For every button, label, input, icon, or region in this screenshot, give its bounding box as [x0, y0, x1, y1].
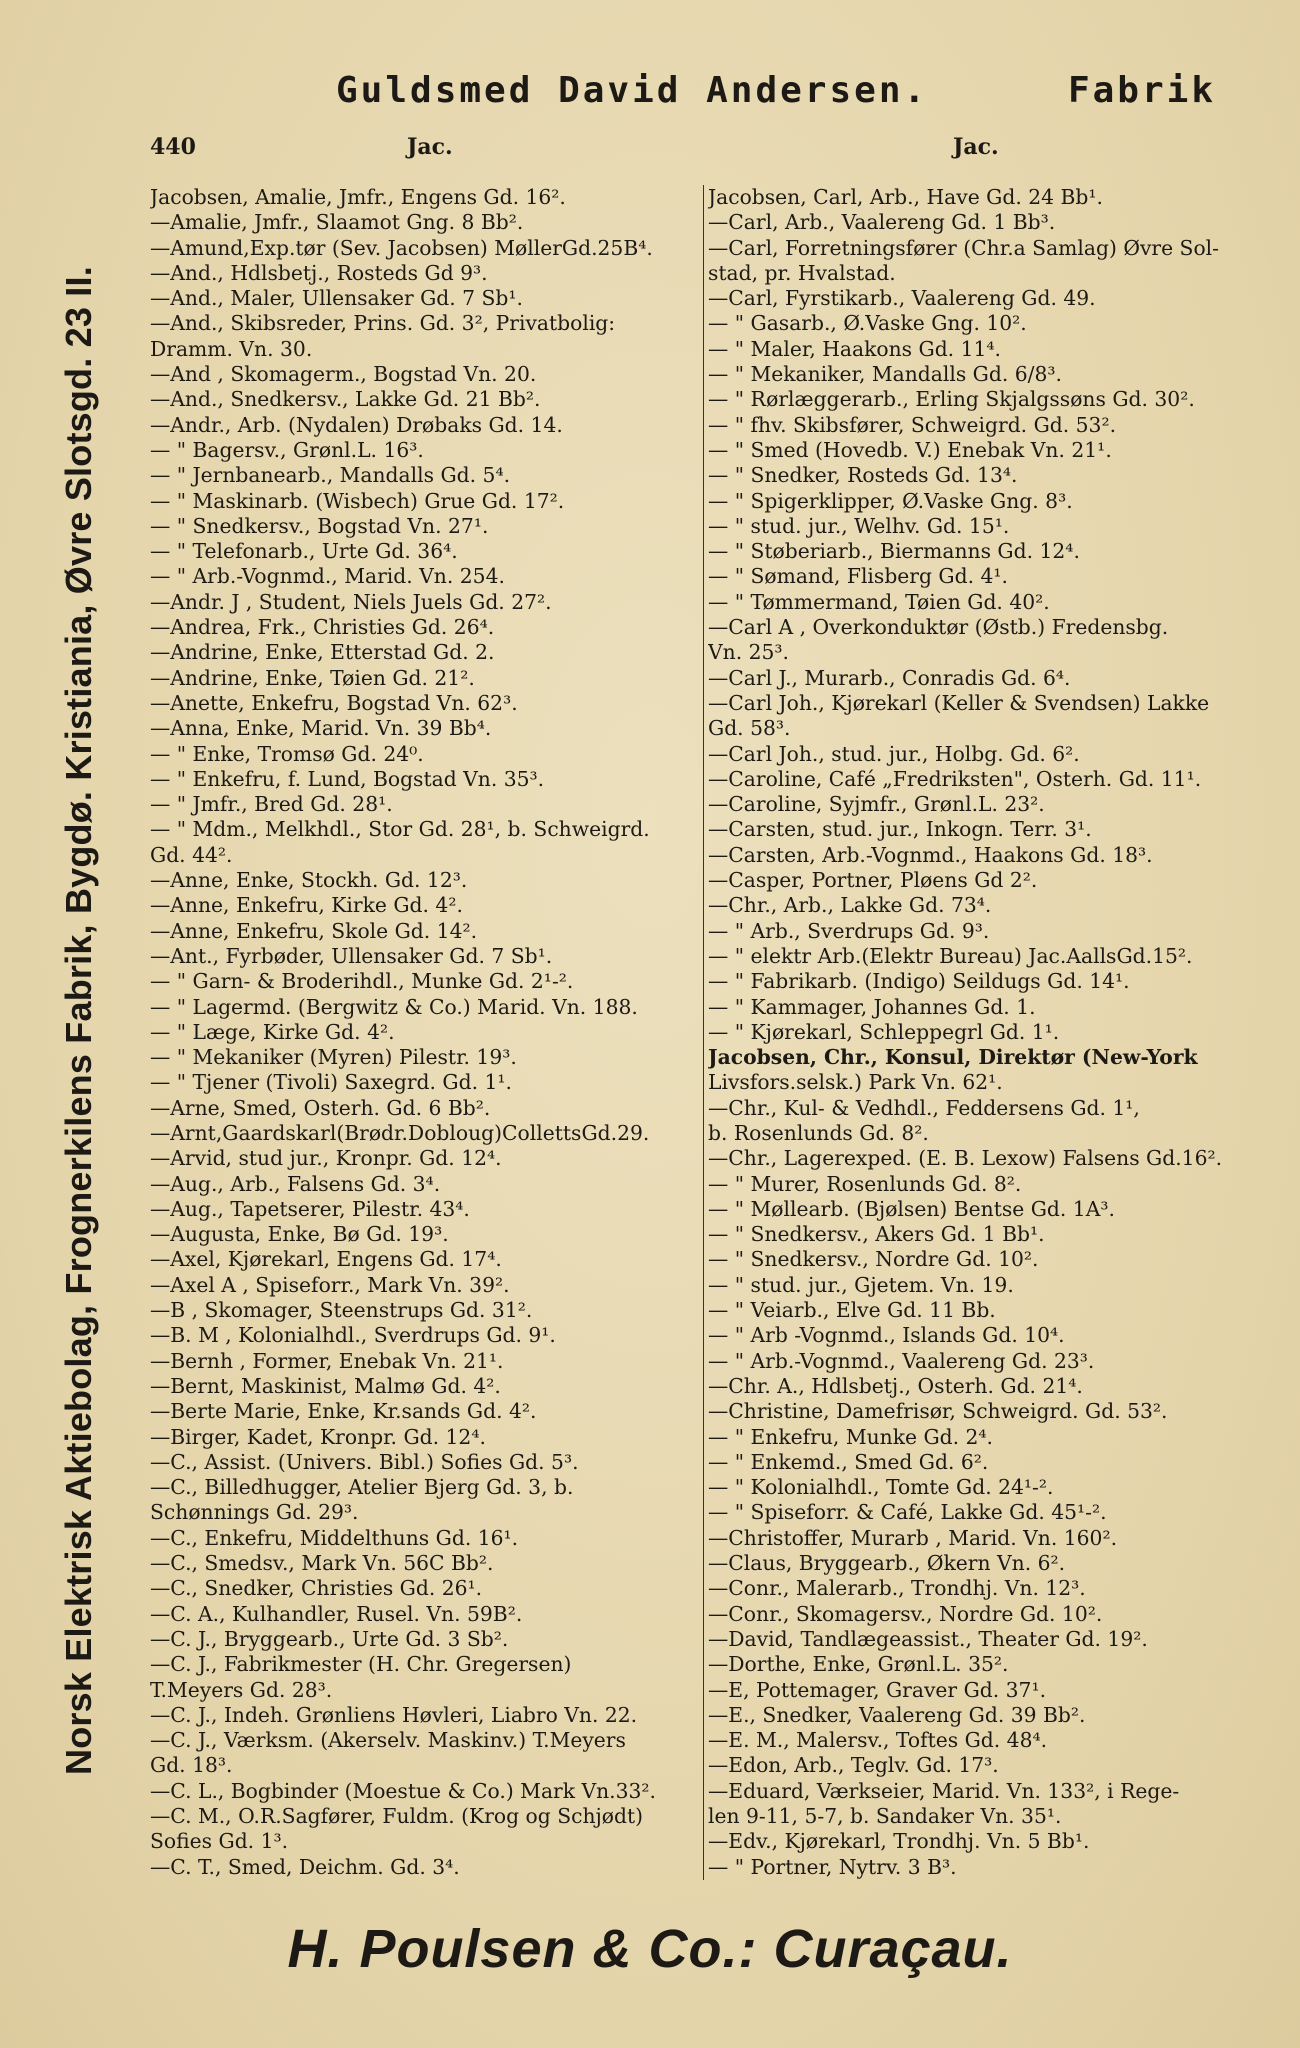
directory-entry: —Caroline, Syjmfr., Grønl.L. 23².	[708, 792, 1045, 817]
directory-entry: Dramm. Vn. 30.	[150, 336, 313, 361]
directory-entry: —B. M , Kolonialhdl., Sverdrups Gd. 9¹.	[150, 1323, 556, 1348]
directory-entry: — " Murer, Rosenlunds Gd. 8².	[708, 1171, 1022, 1196]
top-ad-left: Guldsmed David Andersen.	[336, 70, 929, 111]
directory-entry: Jacobsen, Chr., Konsul, Direktør (New-York	[708, 1045, 1198, 1070]
directory-entry: — " Maskinarb. (Wisbech) Grue Gd. 17².	[150, 488, 565, 513]
directory-entry: —C., Enkefru, Middelthuns Gd. 16¹.	[150, 1525, 519, 1550]
directory-entry: — " Gasarb., Ø.Vaske Gng. 10².	[708, 311, 1027, 336]
directory-entry: —Bernh , Former, Enebak Vn. 21¹.	[150, 1348, 504, 1373]
directory-entry: —E. M., Malersv., Toftes Gd. 48⁴.	[708, 1728, 1048, 1753]
directory-entry: — " Telefonarb., Urte Gd. 36⁴.	[150, 539, 458, 564]
directory-entry: —C. L., Bogbinder (Moestue & Co.) Mark Vn.33².	[150, 1778, 657, 1803]
directory-entry: —Carl J., Murarb., Conradis Gd. 6⁴.	[708, 665, 1071, 690]
directory-entry: —Carsten, stud. jur., Inkogn. Terr. 3¹.	[708, 817, 1092, 842]
directory-entry: —And., Hdlsbetj., Rosteds Gd 9³.	[150, 260, 488, 285]
directory-entry: — " elektr Arb.(Elektr Bureau) Jac.AallsGd.15².	[708, 943, 1193, 968]
directory-entry: —Chr., Arb., Lakke Gd. 73⁴.	[708, 893, 992, 918]
directory-entry: — " Arb.-Vognmd., Marid. Vn. 254.	[150, 564, 505, 589]
page-number: 440	[150, 134, 196, 160]
directory-entry: —B , Skomager, Steenstrups Gd. 31².	[150, 1298, 533, 1323]
directory-entry: — " Jmfr., Bred Gd. 28¹.	[150, 792, 393, 817]
directory-entry: Sofies Gd. 1³.	[150, 1829, 289, 1854]
directory-entry: — " Tømmermand, Tøien Gd. 40².	[708, 589, 1050, 614]
directory-entry: — " fhv. Skibsfører, Schweigrd. Gd. 53².	[708, 412, 1117, 437]
directory-entry: —Carl, Fyrstikarb., Vaalereng Gd. 49.	[708, 286, 1096, 311]
directory-entry: —And., Maler, Ullensaker Gd. 7 Sb¹.	[150, 286, 523, 311]
directory-entry: — " Fabrikarb. (Indigo) Seildugs Gd. 14¹.	[708, 969, 1130, 994]
top-ad-right: Fabrik	[1067, 70, 1216, 111]
directory-entry: —Caroline, Café „Fredriksten", Osterh. Gd. 11¹.	[708, 766, 1202, 791]
directory-entry: —E, Pottemager, Graver Gd. 37¹.	[708, 1677, 1047, 1702]
directory-entry: —E., Snedker, Vaalereng Gd. 39 Bb².	[708, 1702, 1086, 1727]
directory-entry: —Ant., Fyrbøder, Ullensaker Gd. 7 Sb¹.	[150, 943, 553, 968]
directory-entry: — " Snedker, Rosteds Gd. 13⁴.	[708, 463, 1018, 488]
directory-entry: —Berte Marie, Enke, Kr.sands Gd. 4².	[150, 1399, 537, 1424]
directory-entry: —Claus, Bryggearb., Økern Vn. 6².	[708, 1551, 1066, 1576]
directory-entry: Jacobsen, Carl, Arb., Have Gd. 24 Bb¹.	[708, 185, 1103, 209]
directory-entry: —Eduard, Værkseier, Marid. Vn. 133², i Rege-	[708, 1778, 1180, 1803]
directory-entry: —Carl Joh., Kjørekarl (Keller & Svendsen) Lakke	[708, 690, 1210, 715]
directory-entry: —And , Skomagerm., Bogstad Vn. 20.	[150, 362, 537, 387]
directory-entry: —Edv., Kjørekarl, Trondhj. Vn. 5 Bb¹.	[708, 1829, 1090, 1854]
directory-entry: Gd. 44².	[150, 842, 233, 867]
directory-entry: —Andr. J , Student, Niels Juels Gd. 27².	[150, 589, 552, 614]
directory-entry: —C. J., Værksm. (Akerselv. Maskinv.) T.Meyers	[150, 1728, 626, 1753]
directory-entry: —Andr., Arb. (Nydalen) Drøbaks Gd. 14.	[150, 412, 563, 437]
top-advertisement	[336, 70, 1216, 111]
left-column-keyword: Jac.	[407, 134, 453, 160]
directory-entry: — " Maler, Haakons Gd. 11⁴.	[708, 336, 1001, 361]
directory-entry: — " Arb.-Vognmd., Vaalereng Gd. 23³.	[708, 1348, 1095, 1373]
column-divider	[703, 185, 704, 1880]
directory-entry: —Dorthe, Enke, Grønl.L. 35².	[708, 1652, 1009, 1677]
directory-entry: —And., Snedkersv., Lakke Gd. 21 Bb².	[150, 387, 541, 412]
directory-entry: —Arnt,Gaardskarl(Brødr.Dobloug)CollettsGd.29.	[150, 1120, 650, 1145]
directory-entry: —C. J., Indeh. Grønliens Høvleri, Liabro Vn. 22.	[150, 1702, 638, 1727]
directory-entry: —Bernt, Maskinist, Malmø Gd. 4².	[150, 1373, 501, 1398]
directory-entry: —Andrine, Enke, Tøien Gd. 21².	[150, 665, 475, 690]
directory-entry: Schønnings Gd. 29³.	[150, 1500, 359, 1525]
directory-entry: —Axel, Kjørekarl, Engens Gd. 17⁴.	[150, 1247, 502, 1272]
directory-entry: —Conr., Malerarb., Trondhj. Vn. 12³.	[708, 1576, 1086, 1601]
directory-entry: —Conr., Skomagersv., Nordre Gd. 10².	[708, 1601, 1103, 1626]
directory-entry: —Christine, Damefrisør, Schweigrd. Gd. 53².	[708, 1399, 1168, 1424]
directory-entry: —Anne, Enkefru, Kirke Gd. 4².	[150, 893, 463, 918]
directory-entry: —Carl Joh., stud. jur., Holbg. Gd. 6².	[708, 741, 1080, 766]
directory-entry: —Amalie, Jmfr., Slaamot Gng. 8 Bb².	[150, 210, 524, 235]
side-advertisement: Norsk Elektrisk Aktiebolag, Frognerkilens Fabrik, Bygdø. Kristiania, Øvre Slotsgd. 23 II.	[58, 266, 99, 1775]
directory-entry: — " Mekaniker (Myren) Pilestr. 19³.	[150, 1045, 517, 1070]
directory-entry: — " Lagermd. (Bergwitz & Co.) Marid. Vn. 188.	[150, 994, 638, 1019]
directory-entry: — " Kjørekarl, Schleppegrl Gd. 1¹.	[708, 1019, 1060, 1044]
directory-entry: Vn. 25³.	[708, 640, 789, 665]
directory-entry: —Andrea, Frk., Christies Gd. 26⁴.	[150, 615, 495, 640]
directory-entry: — " Snedkersv., Akers Gd. 1 Bb¹.	[708, 1222, 1045, 1247]
directory-entry: — " Støberiarb., Biermanns Gd. 12⁴.	[708, 539, 1080, 564]
directory-entry: — " Bagersv., Grønl.L. 16³.	[150, 437, 424, 462]
directory-entry: —Carl, Arb., Vaalereng Gd. 1 Bb³.	[708, 210, 1056, 235]
directory-entry: — " Enkefru, f. Lund, Bogstad Vn. 35³.	[150, 766, 545, 791]
directory-entry: — " Enke, Tromsø Gd. 24⁰.	[150, 741, 424, 766]
directory-entry: —Andrine, Enke, Etterstad Gd. 2.	[150, 640, 495, 665]
right-column-keyword: Jac.	[953, 134, 999, 160]
directory-entry: —Chr., Lagerexped. (E. B. Lexow) Falsens Gd.16².	[708, 1146, 1223, 1171]
directory-entry: —Arne, Smed, Osterh. Gd. 6 Bb².	[150, 1095, 491, 1120]
directory-entry: — " Jernbanearb., Mandalls Gd. 5⁴.	[150, 463, 511, 488]
directory-entry: —C. T., Smed, Deichm. Gd. 3⁴.	[150, 1854, 460, 1879]
directory-entry: —C., Billedhugger, Atelier Bjerg Gd. 3, b.	[150, 1475, 574, 1500]
directory-entry: —Aug., Tapetserer, Pilestr. 43⁴.	[150, 1196, 470, 1221]
directory-entry: —C. A., Kulhandler, Rusel. Vn. 59B².	[150, 1601, 523, 1626]
directory-entry: — " Sømand, Flisberg Gd. 4¹.	[708, 564, 1008, 589]
directory-entry: —C. M., O.R.Sagfører, Fuldm. (Krog og Schjødt)	[150, 1804, 644, 1828]
directory-entry: Gd. 58³.	[708, 716, 791, 741]
directory-entry: —Anne, Enkefru, Skole Gd. 14².	[150, 918, 478, 943]
directory-entry: —C. J., Fabrikmester (H. Chr. Gregersen)	[150, 1652, 572, 1677]
directory-entry: len 9-11, 5-7, b. Sandaker Vn. 35¹.	[708, 1804, 1062, 1828]
directory-entry: stad, pr. Hvalstad.	[708, 260, 896, 285]
directory-entry: —Aug., Arb., Falsens Gd. 3⁴.	[150, 1171, 441, 1196]
directory-entry: — " Læge, Kirke Gd. 4².	[150, 1019, 395, 1044]
directory-entry: —Anna, Enke, Marid. Vn. 39 Bb⁴.	[150, 716, 492, 741]
directory-entry: — " Spigerklipper, Ø.Vaske Gng. 8³.	[708, 488, 1073, 513]
right-column	[708, 185, 1266, 1880]
directory-entry: —Carl A , Overkonduktør (Østb.) Fredensbg.	[708, 615, 1169, 640]
directory-entry: — " Portner, Nytrv. 3 B³.	[708, 1854, 957, 1879]
directory-entry: — " Snedkersv., Nordre Gd. 10².	[708, 1247, 1039, 1272]
directory-entry: — " Garn- & Broderihdl., Munke Gd. 2¹-².	[150, 969, 574, 994]
directory-entry: — " stud. jur., Welhv. Gd. 15¹.	[708, 513, 1010, 538]
directory-entry: — " Smed (Hovedb. V.) Enebak Vn. 21¹.	[708, 437, 1112, 462]
left-column	[150, 185, 705, 1880]
directory-entry: —Casper, Portner, Pløens Gd 2².	[708, 868, 1038, 893]
directory-entry: Livsfors.selsk.) Park Vn. 62¹.	[708, 1070, 1003, 1095]
directory-entry: — " Kammager, Johannes Gd. 1.	[708, 994, 1036, 1019]
directory-entry: —Chr., Kul- & Vedhdl., Feddersens Gd. 1¹,	[708, 1095, 1140, 1120]
directory-entry: — " Arb -Vognmd., Islands Gd. 10⁴.	[708, 1323, 1065, 1348]
directory-entry: —C. J., Bryggearb., Urte Gd. 3 Sb².	[150, 1626, 509, 1651]
directory-entry: — " Spiseforr. & Café, Lakke Gd. 45¹-².	[708, 1500, 1107, 1525]
directory-entry: —C., Smedsv., Mark Vn. 56C Bb².	[150, 1551, 494, 1576]
directory-entry: —C., Snedker, Christies Gd. 26¹.	[150, 1576, 483, 1601]
directory-entry: —Carsten, Arb.-Vognmd., Haakons Gd. 18³.	[708, 842, 1153, 867]
directory-entry: — " Snedkersv., Bogstad Vn. 27¹.	[150, 513, 489, 538]
directory-entry: — " Kolonialhdl., Tomte Gd. 24¹-².	[708, 1475, 1054, 1500]
directory-entry: —Augusta, Enke, Bø Gd. 19³.	[150, 1222, 449, 1247]
directory-entry: — " Arb., Sverdrups Gd. 9³.	[708, 918, 990, 943]
directory-entry: —Axel A , Spiseforr., Mark Vn. 39².	[150, 1272, 510, 1297]
directory-entry: — " Veiarb., Elve Gd. 11 Bb.	[708, 1298, 996, 1323]
directory-entry: b. Rosenlunds Gd. 8².	[708, 1120, 929, 1145]
directory-entry: — " Mekaniker, Mandalls Gd. 6/8³.	[708, 362, 1062, 387]
directory-entry: —Christoffer, Murarb , Marid. Vn. 160².	[708, 1525, 1118, 1550]
directory-entry: — " Mdm., Melkhdl., Stor Gd. 28¹, b. Schweigrd.	[150, 817, 650, 842]
directory-entry: —Edon, Arb., Teglv. Gd. 17³.	[708, 1753, 999, 1778]
directory-entry: —C., Assist. (Univers. Bibl.) Sofies Gd. 5³.	[150, 1449, 579, 1474]
directory-entry: —Amund,Exp.tør (Sev. Jacobsen) MøllerGd.25B⁴.	[150, 235, 653, 260]
directory-entry: — " Rørlæggerarb., Erling Skjalgssøns Gd. 30².	[708, 387, 1195, 412]
bottom-advertisement: H. Poulsen & Co.: Curaçau.	[287, 1919, 1013, 1979]
directory-entry: — " Møllearb. (Bjølsen) Bentse Gd. 1A³.	[708, 1196, 1115, 1221]
directory-entry: T.Meyers Gd. 28³.	[150, 1677, 333, 1702]
directory-entry: — " Enkefru, Munke Gd. 2⁴.	[708, 1424, 994, 1449]
directory-entry: Gd. 18³.	[150, 1753, 233, 1778]
directory-entry: —David, Tandlægeassist., Theater Gd. 19².	[708, 1626, 1148, 1651]
directory-entry: —Anne, Enke, Stockh. Gd. 12³.	[150, 868, 468, 893]
directory-entry: —And., Skibsreder, Prins. Gd. 3², Privatbolig:	[150, 311, 616, 336]
directory-entry: —Chr. A., Hdlsbetj., Osterh. Gd. 21⁴.	[708, 1373, 1083, 1398]
directory-entry: — " Enkemd., Smed Gd. 6².	[708, 1449, 989, 1474]
directory-entry: Jacobsen, Amalie, Jmfr., Engens Gd. 16².	[150, 185, 566, 209]
directory-entry: —Carl, Forretningsfører (Chr.a Samlag) Øvre Sol-	[708, 235, 1219, 260]
directory-entry: —Arvid, stud jur., Kronpr. Gd. 12⁴.	[150, 1146, 502, 1171]
directory-entry: —Birger, Kadet, Kronpr. Gd. 12⁴.	[150, 1424, 486, 1449]
directory-entry: — " Tjener (Tivoli) Saxegrd. Gd. 1¹.	[150, 1070, 512, 1095]
directory-entry: —Anette, Enkefru, Bogstad Vn. 62³.	[150, 690, 518, 715]
directory-entry: — " stud. jur., Gjetem. Vn. 19.	[708, 1272, 1014, 1297]
